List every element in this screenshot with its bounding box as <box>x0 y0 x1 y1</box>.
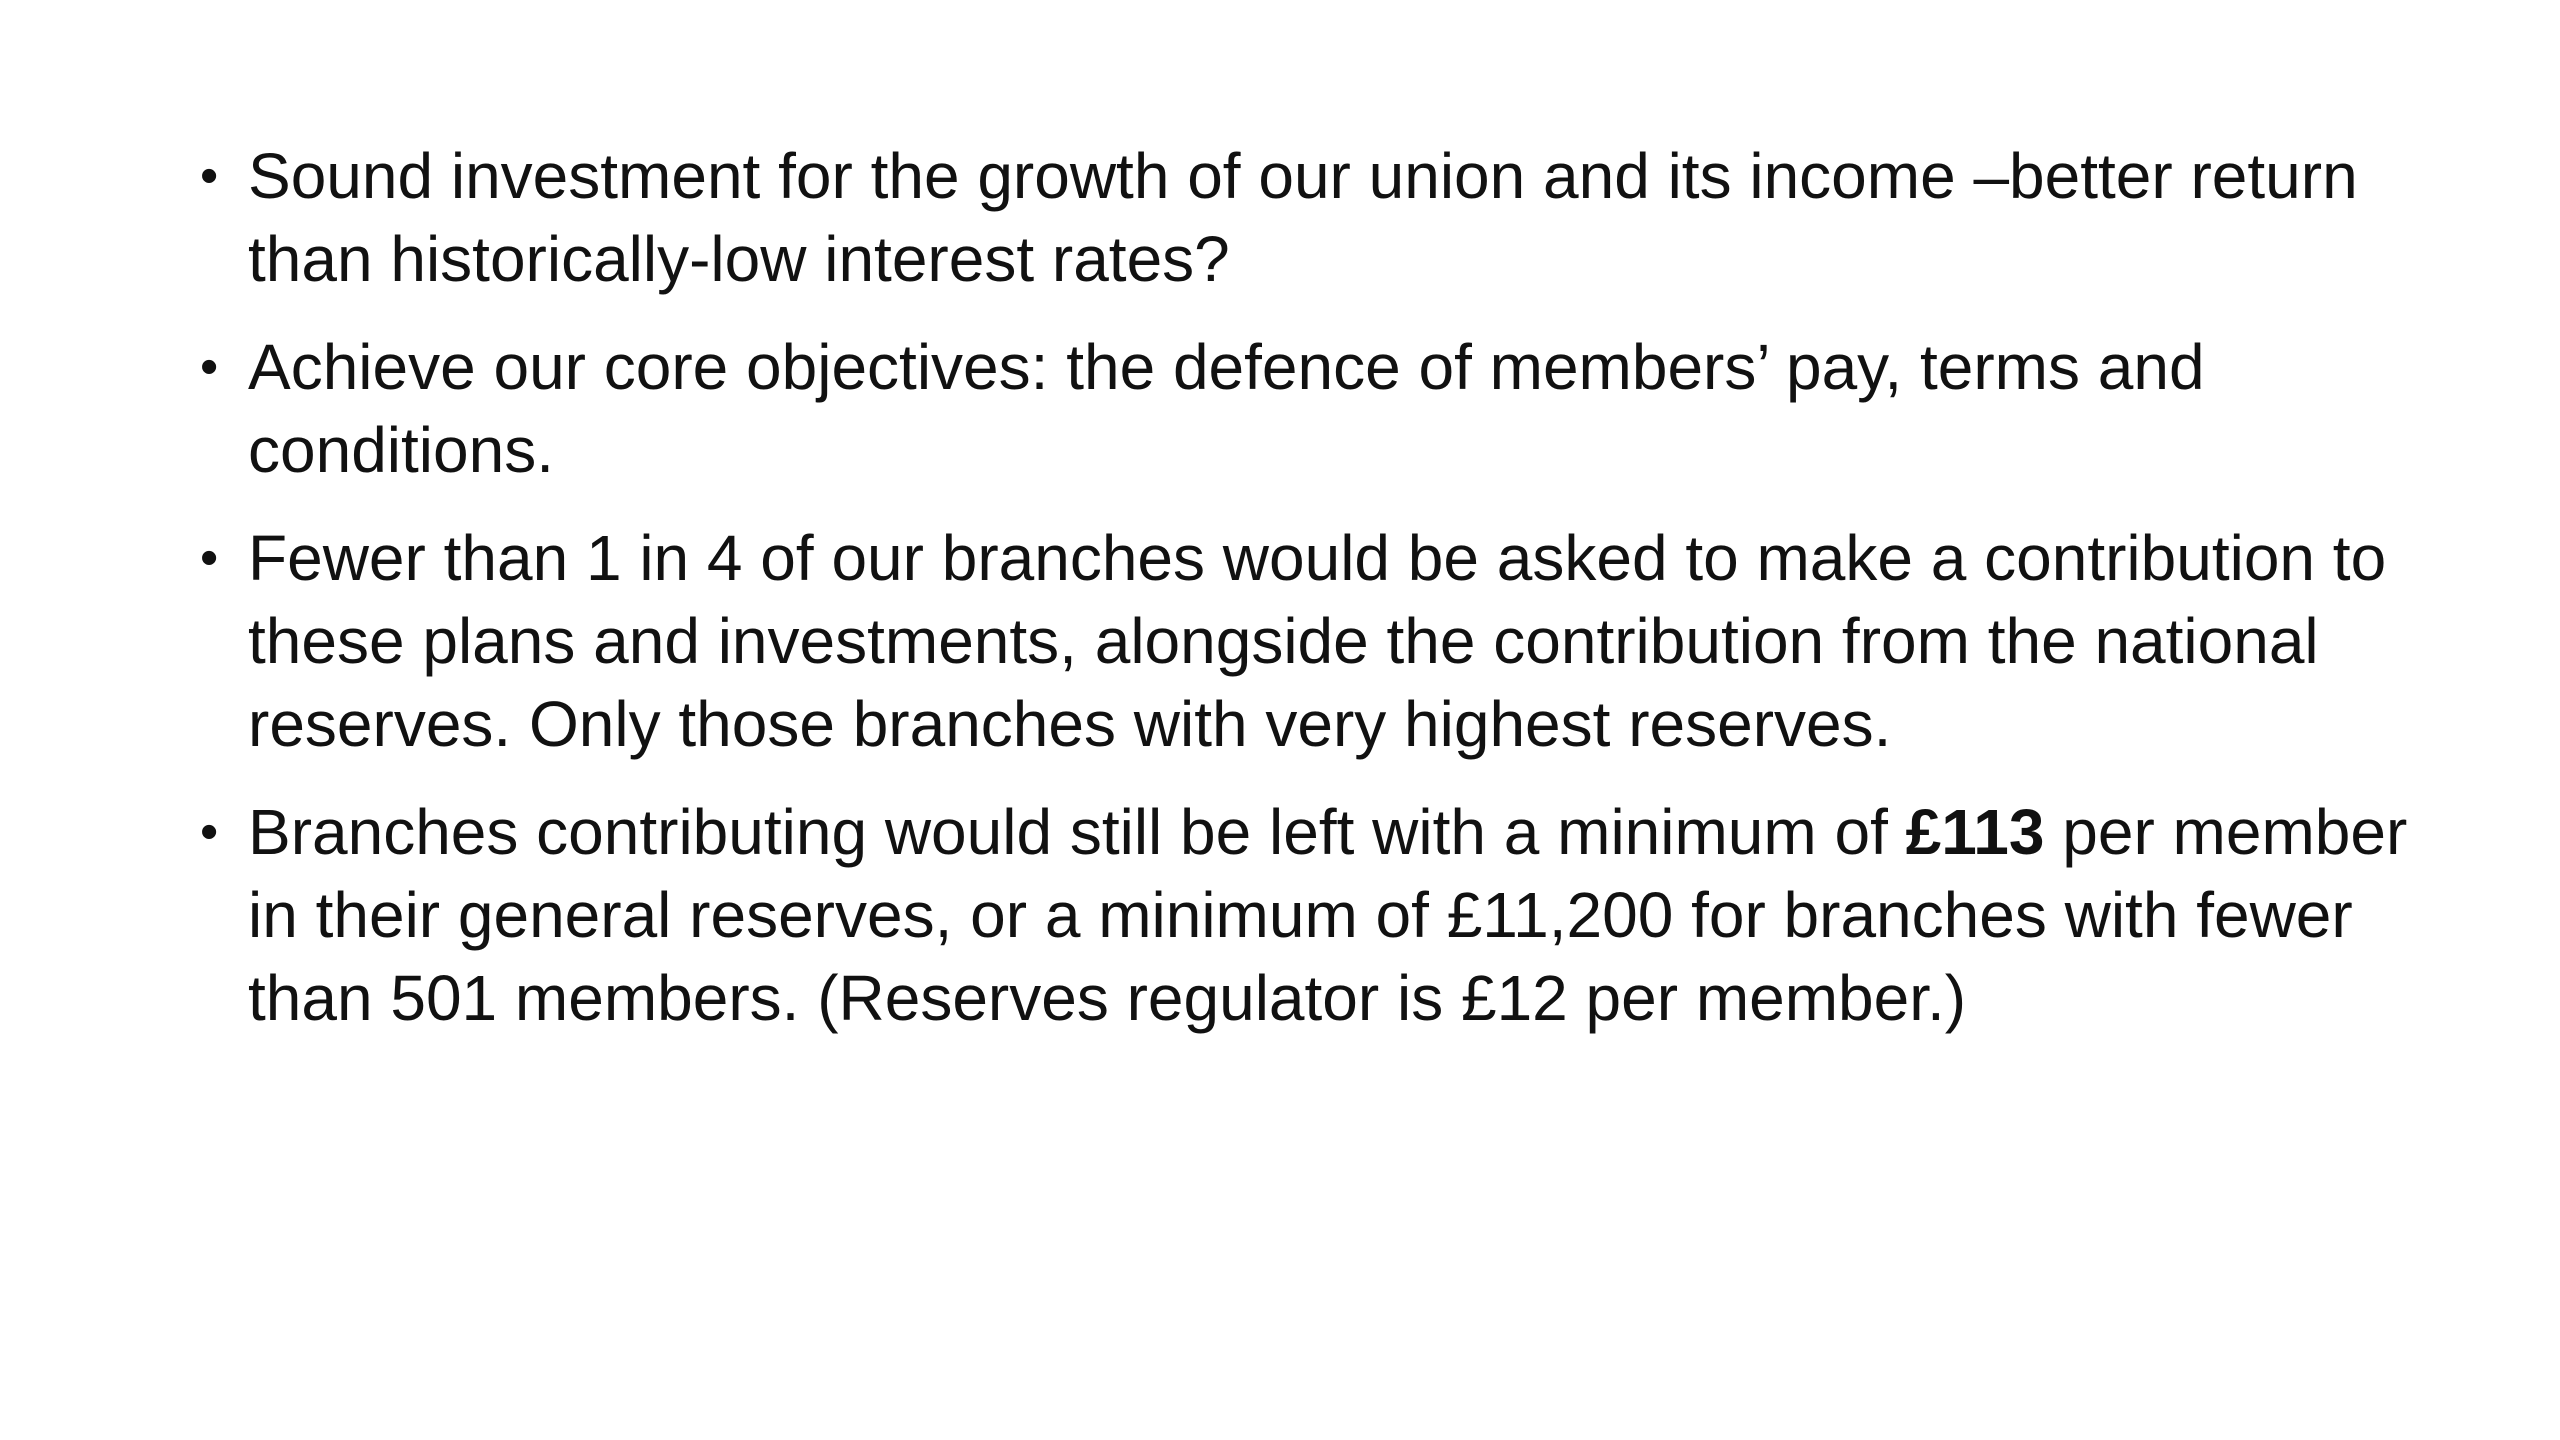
bullet-text-after: per member in their general reserves, or a minimum of £11,200 for branches with fewer than 501 members. (Reserves regulator is £12 per member.) <box>248 796 2408 1034</box>
bullet-text-before: Branches contributing would still be left with a minimum of <box>248 796 1906 868</box>
bullet-text <box>248 791 2436 1040</box>
bullet-list <box>186 135 2436 1065</box>
bullet-dot-icon: • <box>200 147 219 205</box>
bullet-item-objectives <box>186 326 2436 492</box>
bullet-item-branch-contribution <box>186 517 2436 766</box>
bullet-dot-icon: • <box>200 529 219 587</box>
minimum-amount: £113 <box>1905 796 2045 868</box>
bullet-item-investment <box>186 135 2436 301</box>
bullet-item-minimum-reserves <box>186 791 2436 1040</box>
bullet-dot-icon: • <box>200 803 219 861</box>
bullet-text: Achieve our core objectives: the defence of members’ pay, terms and conditions. <box>248 331 2205 486</box>
bullet-dot-icon: • <box>200 338 219 396</box>
bullet-text: Sound investment for the growth of our union and its income –better return than historically-low interest rates? <box>248 140 2358 295</box>
bullet-text: Fewer than 1 in 4 of our branches would be asked to make a contribution to these plans and investments, alongside the contribution from the national reserves. Only those branches with very highest reserves. <box>248 522 2387 760</box>
